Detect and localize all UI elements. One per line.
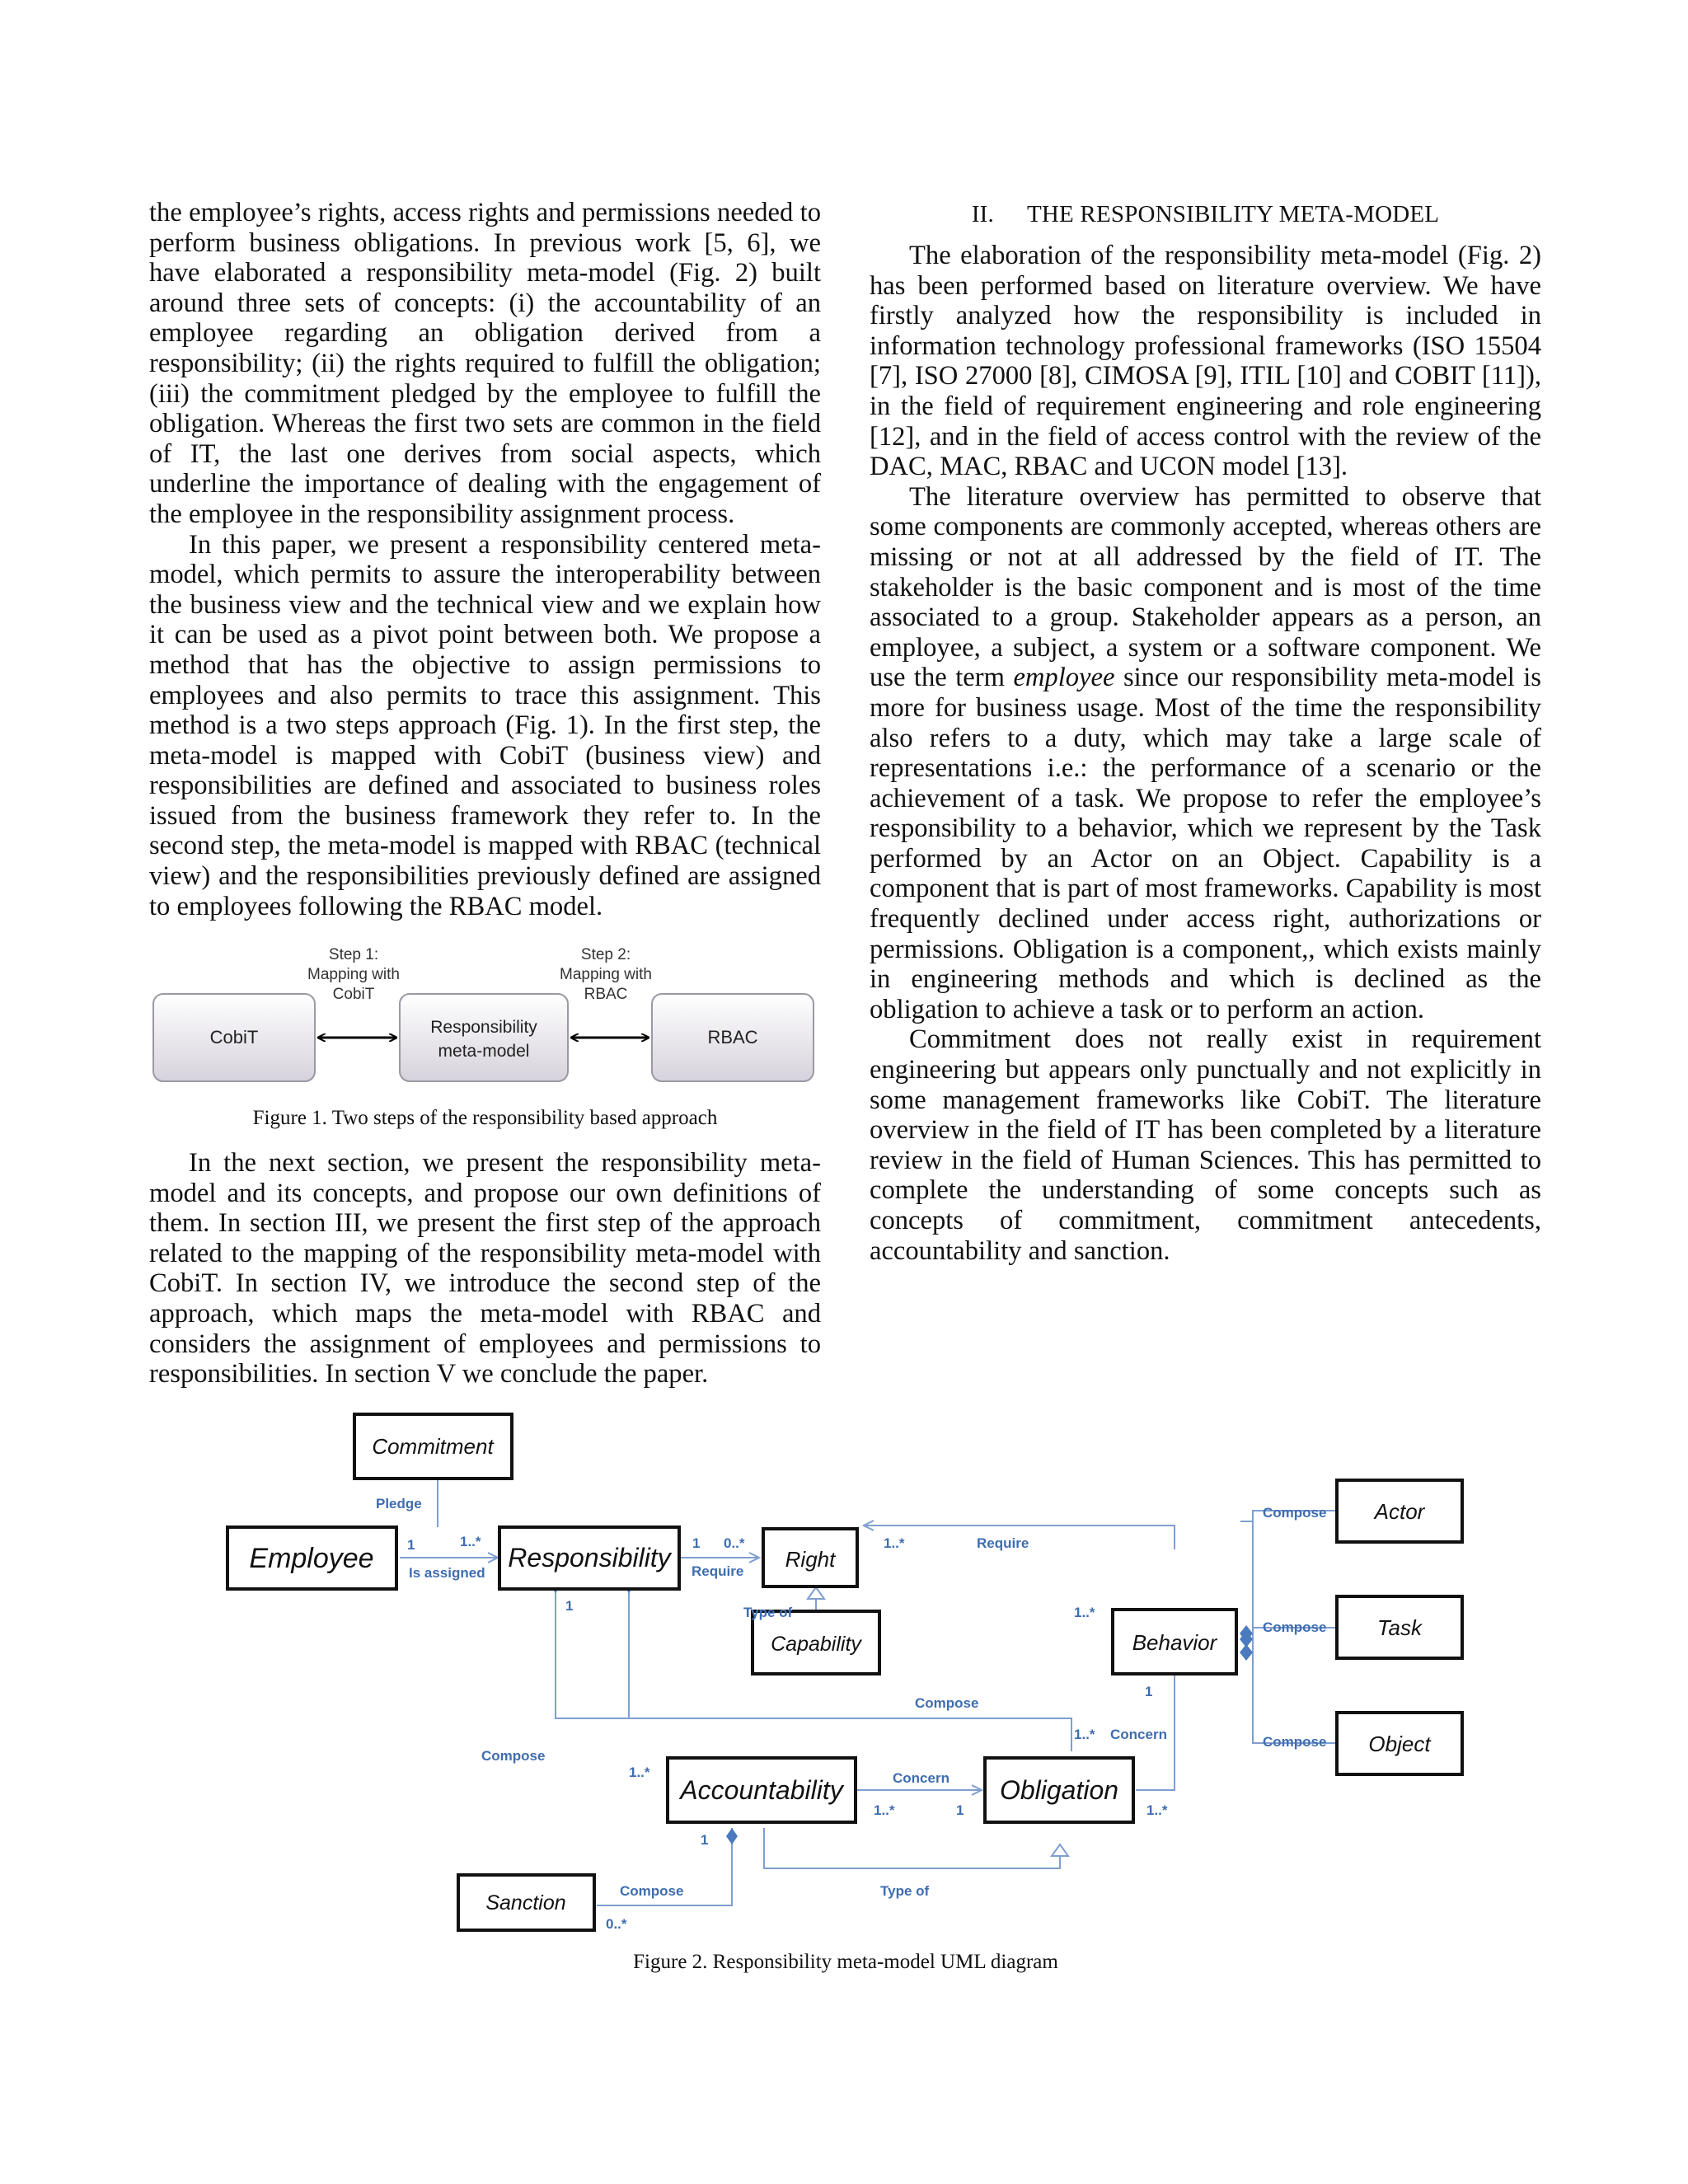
compose-task-label: Compose xyxy=(1263,1619,1327,1635)
meta-model-box xyxy=(400,994,568,1081)
obligation-label: Obligation xyxy=(999,1775,1119,1805)
section-number: II. xyxy=(971,201,994,227)
capability-label: Capability xyxy=(771,1633,861,1656)
acc-multiplicity-1: 1 xyxy=(701,1832,709,1848)
accountability-label: Accountability xyxy=(680,1775,843,1805)
step1-line3: CobiT xyxy=(332,986,375,1003)
right-column xyxy=(870,198,1541,1266)
rbac-label: RBAC xyxy=(707,1027,758,1047)
responsibility-label: Responsibility xyxy=(508,1543,671,1572)
paragraph: Commitment does not really exist in requirement engineering but appears only punctually and not explicitly in some management frameworks like CobiT. The literature overview in the field of IT has been completed by a literature review in the field of Human Sciences. This has permitted to complete the understanding of some concepts such as concepts of commitment, commitment antecedents, accountability and sanction. xyxy=(870,1024,1541,1266)
left-column xyxy=(149,198,821,921)
concern-label-2: Concern xyxy=(893,1770,950,1786)
step2-line1: Step 2: xyxy=(580,946,631,963)
right-multiplicity-many: 0..* xyxy=(724,1535,745,1551)
sanction-multiplicity: 0..* xyxy=(606,1916,627,1932)
figure-1-diagram xyxy=(149,940,821,1088)
task-label: Task xyxy=(1377,1615,1422,1640)
resp-multiplicity-1: 1 xyxy=(692,1535,701,1551)
compose-sanction-label: Compose xyxy=(620,1883,684,1899)
figure-2-caption: Figure 2. Responsibility meta-model UML diagram xyxy=(633,1951,1058,1973)
pledge-label: Pledge xyxy=(376,1496,422,1511)
require-label-1: Require xyxy=(692,1563,744,1579)
type-of-label-2: Type of xyxy=(880,1883,930,1899)
oblig-multiplicity-many-top: 1..* xyxy=(1074,1727,1095,1742)
section-heading xyxy=(870,198,1541,231)
emp-multiplicity: 1 xyxy=(407,1537,415,1553)
emphasized-term: employee xyxy=(1013,663,1115,693)
behavior-multiplicity-1: 1 xyxy=(1145,1684,1153,1699)
compose-actor-label: Compose xyxy=(1263,1505,1327,1521)
oblig-multiplicity-many-right: 1..* xyxy=(1146,1802,1168,1818)
step1-line2: Mapping with xyxy=(307,966,400,983)
step2-line3: RBAC xyxy=(584,986,628,1003)
meta-model-label-1: Responsibility xyxy=(430,1018,537,1037)
left-column-continued xyxy=(149,1148,821,1390)
meta-model-label-2: meta-model xyxy=(438,1042,530,1061)
oblig-multiplicity-1: 1 xyxy=(956,1802,964,1818)
paragraph: In this paper, we present a responsibility centered meta-model, which permits to assure the interoperability between the business view and the technical view and we explain how it can be used as a pivot point between both. We propose a method that has the objective to assign permissions to employees and also permits to trace this assignment. This method is a two steps approach (Fig. 1). In the first step, the meta-model is mapped with CobiT (business view) and responsibilities are defined and associated to business roles issued from the business framework they refer to. In the second step, the meta-model is mapped with RBAC (technical view) and the responsibilities previously defined are assigned to employees following the RBAC model. xyxy=(149,529,821,921)
compose-resp-acc-label: Compose xyxy=(481,1748,546,1764)
behavior-label: Behavior xyxy=(1132,1630,1217,1655)
figure-2-uml-diagram xyxy=(206,1401,1492,1953)
class-boxes xyxy=(227,1414,1462,1930)
commitment-label: Commitment xyxy=(372,1434,494,1459)
resp-multiplicity-many: 1..* xyxy=(460,1534,481,1549)
object-label: Object xyxy=(1368,1732,1431,1756)
paragraph: the employee’s rights, access rights and permissions needed to perform business obligations. In previous work [5, 6], we have elaborated a responsibility meta-model (Fig. 2) built around three sets of concepts: (i) the accountability of an employee regarding an obligation derived from a responsibility; (ii) the rights required to fulfill the obligation; (iii) the commitment pledged by the employee to fulfill the obligation. Whereas the first two sets are common in the field of IT, the last one derives from social aspects, which underline the importance of dealing with the engagement of the employee in the responsibility assignment process. xyxy=(149,198,821,529)
acc-multiplicity-many-bottom: 1..* xyxy=(874,1802,895,1818)
connector-lines xyxy=(400,1452,1337,1905)
concern-label-1: Concern xyxy=(1110,1727,1167,1742)
paragraph: The elaboration of the responsibility meta-model (Fig. 2) has been performed based on literature overview. We have firstly analyzed how the responsibility is included in information technology professional frameworks (ISO 15504 [7], ISO 27000 [8], CIMOSA [9], ITIL [10] and COBIT [11]), in the field of requirement engineering and role engineering [12], and in the field of access control with the review of the DAC, MAC, RBAC and UCON model [13]. xyxy=(870,241,1541,482)
sanction-label: Sanction xyxy=(485,1891,566,1915)
step1-line1: Step 1: xyxy=(328,946,379,963)
compose-resp-oblig-label: Compose xyxy=(915,1695,979,1711)
type-of-label-1: Type of xyxy=(743,1605,793,1620)
actor-label: Actor xyxy=(1374,1499,1425,1524)
paragraph-text: since our responsibility meta-model is more for business usage. Most of the time the responsibility also refers to a duty, which may take a large scale of representations i.e.: the performance of a scenario or the achievement of a task. We propose to refer the employee’s responsibility to a behavior, which we represent by the Task performed by an Actor on an Object. Capability is a component that is part of most frameworks. Capability is most frequently declined under access right, authorizations or permissions. Obligation is a component,, which exists mainly in engineering methods and which is declined as the obligation to achieve a task or to perform an action. xyxy=(870,663,1541,1024)
figure-1-caption: Figure 1. Two steps of the responsibility based approach xyxy=(252,1107,718,1129)
section-title: THE RESPONSIBILITY META-MODEL xyxy=(1026,201,1440,227)
compose-object-label: Compose xyxy=(1263,1734,1327,1750)
right-label: Right xyxy=(785,1547,836,1572)
is-assigned-label: Is assigned xyxy=(409,1565,485,1581)
cobit-label: CobiT xyxy=(209,1027,259,1047)
right-multiplicity-many-2: 1..* xyxy=(884,1535,905,1551)
step2-line2: Mapping with xyxy=(560,966,652,983)
paragraph-text: The literature overview has permitted to observe that some components are commonly accepted, whereas others are missing or not at all addressed by the field of IT. The stakeholder is the basic component and is most of the time associated to a group. Stakeholder appears as a person, an employee, a subject, a system or a software component. We use the term xyxy=(870,481,1541,693)
paragraph: In the next section, we present the responsibility meta-model and its concepts, and propose our own definitions of them. In section III, we present the first step of the approach related to the mapping of the responsibility meta-model with CobiT. In section IV, we introduce the second step of the approach, which maps the meta-model with RBAC and considers the assignment of employees and permissions to responsibilities. In section V we conclude the paper. xyxy=(149,1148,821,1390)
paragraph xyxy=(870,482,1541,1025)
employee-label: Employee xyxy=(249,1543,374,1574)
resp-below-multiplicity: 1 xyxy=(565,1598,574,1614)
behavior-multiplicity-many: 1..* xyxy=(1074,1605,1095,1620)
acc-multiplicity-many: 1..* xyxy=(629,1765,650,1780)
require-label-2: Require xyxy=(977,1535,1029,1551)
